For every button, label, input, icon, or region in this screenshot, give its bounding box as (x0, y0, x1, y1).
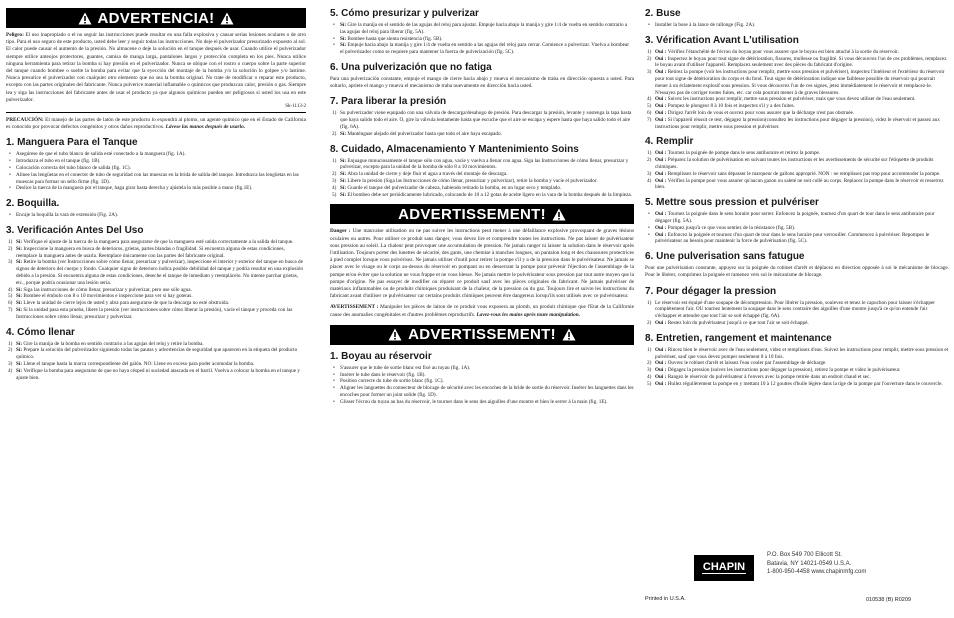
list-item (645, 178, 949, 192)
list-item (645, 157, 949, 171)
list-item-keyword: Sí: (16, 340, 24, 347)
list-item-number: 1) (647, 346, 652, 353)
list-item-keyword: Oui : (655, 55, 668, 62)
list-item-number: 5) (332, 191, 337, 198)
list-item-number: 6) (647, 109, 652, 116)
list-item-text: Verifique la bomba para asegurarse de que no haya césped ni suciedad atascada en el barril. Vuelva a colocar la bomba en el tanque y ajuste bien. (16, 367, 300, 381)
list-item-text: S'assurer que le tube de sortie blanc est fixé au tuyau (fig. 1A). (340, 364, 471, 371)
section-title: 2. Boquilla. (6, 198, 60, 210)
list-item (6, 185, 306, 192)
column-spanish (6, 8, 306, 381)
list-item-keyword: Oui : (655, 116, 668, 123)
list-item (6, 239, 306, 246)
list-item-text: Insérer le tube dans le réservoir (fig. 1B). (340, 371, 426, 378)
list-item-number: 2) (8, 245, 13, 252)
list-item-keyword: Sí: (16, 239, 24, 246)
list-item-text: Gire la manija de la bomba en sentido contrario a las agujas del reloj y retire la bomba. (23, 340, 204, 347)
numbered-list (645, 150, 949, 191)
section-paragraph: Para una pulverización constante, empuje el mango de cierre hacia abajo y mueva el mecanismo de traba en dirección opuesta a usted. Para soltarlo, apriete el mango y mueva el mecanismo de traba nuevamente en dirección hacia usted. (330, 75, 634, 90)
list-item-text: Deslice la tuerca de la manguera por el tanque, haga girar hasta derecha y ajústela lo más posible a mano (fig.1E). (16, 185, 253, 192)
list-item-text: Manténgase alejado del pulverizador hasta que todo el aire haya escapado. (347, 130, 502, 137)
list-item-text: Huilez régulièrement la pompe en y mettant 10 à 12 gouttes d'huile légère dans la tige de la pompe par l'ouverture dans le couvercle. (667, 380, 943, 387)
list-item-text: Préparez la solution de pulvérisation en suivant toutes les instructions et les avertissements de sécurité sur l'étiquette de produits chimiques. (655, 157, 934, 170)
list-item (645, 381, 949, 388)
list-item-text: Rangez le réservoir du pulvérisateur à l'envers avec la pompe retirée dans un endroit chaud et sec. (667, 373, 871, 380)
list-item-text: Le réservoir est équipé d'une soupape de décompression. Pour libérer la pression, soulevez et tenez le capuchon pour laisser s'échapper complètement l'air. OU tournez lentement la soupape dans le sens contraire des aiguilles d'une montre jusqu'à ce qu'on entende l'air s'échapper et attendre que tout l'air se soit échappé (fig. 6A). (655, 299, 936, 320)
list-item (645, 171, 949, 178)
list-item-number: 1) (8, 239, 13, 246)
list-item-keyword: Sí: (16, 306, 24, 313)
section-title: 1. Manguera Para el Tanque (6, 137, 138, 149)
list-item-number: 2) (647, 55, 652, 62)
list-item-text: Si la unidad pasa esta prueba, libere la presión (ver instrucciones sobre cómo liberar la presión), vacíe el tanque y proceda con las Instrucciones sobre cómo llenar, presurizar y pulverizar. (16, 306, 293, 320)
section-title: 6. Una pulverización que no fatiga (330, 61, 492, 73)
list-item-text: Vérifiez l'étanchéité de l'écrou du boyau pour vous assurer que le boyau est bien attaché à la sortie du réservoir. (667, 48, 899, 55)
list-item (330, 36, 634, 43)
section-title: 5. Cómo presurizar y pulverizar (330, 8, 479, 19)
list-item-text: Gire la manija en el sentido de las agujas del reloj para ajustar. Empuje hacia abajo la manija y gire 1/4 de vuelta en sentido contrario a las agujas del reloj para liberar (fig. 5A). (340, 22, 628, 35)
list-item (645, 49, 949, 56)
list-item (330, 22, 634, 36)
list-item (645, 320, 949, 327)
list-item-text: Pompez le plongeur 8 à 10 fois et inspectez s'il y a des fuites. (667, 103, 795, 110)
list-item-text: Suivez les instructions pour remplir, mettre sous pression et pulvériser, mais que vous devez utiliser de l'eau seulement. (667, 96, 916, 103)
list-item-keyword: Oui : (655, 373, 668, 380)
list-item-text: Verifique el ajuste de la tuerca de la manguera para asegurarse de que la manguera esté unida correctamente a la salida del tanque. (23, 239, 294, 246)
section-title: 8. Cuidado, Almacenamiento Y Mantenimiento Soins (330, 143, 579, 155)
list-item-keyword: Sí: (340, 130, 348, 137)
list-item-keyword: Oui : (655, 224, 668, 231)
list-item-number: 4) (647, 96, 652, 103)
list-item-text: Aligner les languettes du connecteur de blocage de sécurité avec les encoches de la bride de sortie du réservoir. Insérer les languettes dans les encoches pour former un joint solide (fig. 1D). (340, 385, 634, 398)
list-item-text: Si l'appareil réussit ce test, dégagez la pression(consultez les instructions pour dégager la pression), videz le réservoir et passez aux instructions pour remplir, mettre sous pression et pulvériser. (655, 116, 940, 130)
list-item-number: 3) (647, 170, 652, 177)
list-item-text: Remplissez le réservoir sans dépasser le marqueur de gallons approprié. NON : ne remplissez pas trop pour accommoder la pompe. (667, 170, 941, 177)
list-item (6, 307, 306, 321)
list-item (645, 300, 949, 320)
list-item (6, 347, 306, 361)
list-item-text: Bombee hasta que sienta resistencia (fig. 5B). (347, 35, 443, 42)
list-item-keyword: Oui : (655, 170, 668, 177)
bullet-list (645, 211, 949, 245)
printed-in: Printed in U.S.A. (645, 596, 686, 602)
column-french (645, 8, 949, 388)
list-item-keyword: Oui : (655, 380, 668, 387)
list-item-number: 1) (332, 157, 337, 164)
avertissement-paragraph: AVERTISSEMENT : Manipuler les pièces de laiton de ce produit vous exposera au plomb, un produit chimique que l'Etat de la Californie cause des anomalies congénitales et d'autres problèmes reproductifs. Lavez-vous les mains après toute manipulation. (330, 304, 635, 318)
section-title: 7. Pour dégager la pression (645, 285, 777, 297)
list-item-number: 1) (8, 340, 13, 347)
list-item-number: 1) (647, 48, 652, 55)
list-item (6, 165, 306, 172)
contact-block (767, 551, 866, 577)
contact-line: 1-800-950-4458 www.chapinmfg.com (767, 569, 867, 575)
list-item-number: 3) (8, 259, 13, 266)
list-item (330, 158, 634, 172)
list-item (645, 211, 949, 225)
list-item-text: Retirez la pompe (voir les instructions pour remplir, mettre sous pression et pulvériser), inspectez l'intérieur et l'extérieur du réservoir pour tout signe de détérioration du corps et du fond. Tout signe de détérioration indique une faiblesse possible du réservoir qui pourrait mener à un éclatement explosif sous pression. Si vous découvrez l'un de ces signes, jetez immédiatement le réservoir et remplacez-le. N'essayez pas de corriger toutes fuites, etc. car cela pourrait mener à de graves blessures. (655, 69, 945, 96)
warning-triangle-icon (220, 12, 234, 25)
list-item-keyword: Sí: (340, 22, 348, 28)
list-item-keyword: Sí: (16, 259, 24, 266)
list-item-text: Enjuague minuciosamente el tanque sólo con agua, vacíe y vuelva a llenar con agua. Siga las Instrucciones de cómo llenar, presurizar y pulverizar, excepto para la unidad de la bomba de sólo 8 a 10 movimientos. (340, 157, 629, 171)
list-item (645, 56, 949, 70)
list-item-number: 3) (647, 367, 652, 374)
warning-banner-fr (330, 204, 634, 224)
list-item-number: 7) (8, 306, 13, 313)
list-item-number: 1) (332, 110, 337, 117)
list-item (645, 110, 949, 117)
warning-triangle-icon (552, 208, 566, 221)
list-item-number: 2) (332, 130, 337, 137)
list-item-keyword: Oui : (655, 177, 668, 184)
list-item (645, 232, 949, 246)
section-title: 3. Verificación Antes Del Uso (6, 225, 144, 237)
list-item-number: 2) (647, 319, 652, 326)
list-item-text: Tournez la poignée de pompe dans le sens antihoraire et retirez la pompe. (667, 150, 821, 157)
column-mixed (330, 8, 634, 406)
list-item (330, 178, 634, 185)
list-item (330, 365, 634, 372)
warning-banner-es (6, 8, 306, 28)
list-item (6, 300, 306, 307)
list-item (330, 171, 634, 178)
list-item-number: 7) (647, 116, 652, 123)
list-item (645, 103, 949, 110)
list-item (330, 131, 634, 138)
section-title: 3. Vérification Avant L'utilisation (645, 34, 799, 46)
warning-triangle-icon (78, 12, 92, 25)
part-number: 010538 (B) R0209 (866, 597, 911, 603)
list-item-keyword: Sí: (340, 177, 348, 184)
list-item-keyword: Oui : (655, 231, 668, 238)
list-item-number: 1) (647, 299, 652, 306)
list-item (330, 378, 634, 385)
warning-title: ADVERTISSEMENT! (398, 205, 546, 223)
list-item-number: 4) (332, 184, 337, 191)
list-item-keyword: Oui : (655, 346, 668, 353)
numbered-list (645, 347, 949, 388)
list-item-keyword: Oui : (655, 157, 668, 164)
list-item (330, 192, 634, 199)
list-item-text: El bombeo debe ser periódicamente lubricado, colocando de 10 a 12 gotas de aceite ligero en la vara de la bomba después de la limpieza. (347, 191, 632, 198)
list-item-text: Guarde el tanque del pulverizador de cabeza, habiendo retirado la bomba, en un lugar seco y templado. (347, 184, 562, 191)
list-item-number: 3) (8, 360, 13, 367)
section-title: 5. Mettre sous pression et pulvériser (645, 197, 819, 209)
list-item-number: 2) (647, 157, 652, 164)
danger-paragraph: Danger : Une mauvaise utilisation ou ne pas suivre les instructions peut mener à une défaillance explosive provoquant de graves lésions oculaires ou autres. Pour utiliser ce produit sans danger, vous devez lire et comprendre toutes les instructions. Ne pas laisser de pulvérisateur sous pression au soleil. La chaleur peut provoquer une accumulation de pression. Ne jamais ranger ni laisser la solution dans le réservoir après l'utilisation. Toujours porter des lunettes de sécurité, des gants, une chemise à manches longues, un pantalon long et des chaussures protectrices à pied complet lorsque vous pulvérisez. Ne jamais utiliser d'outil pour retirer la pompe s'il y a de la pression dans le pulvérisateur. Ne jamais se placer avec le visage ou le corps au-dessus du réservoir en pompant ou en desserrant la pompe pour prévenir l'éjection de l'assemblage de la pompe et/ou éviter que la solution ne vous frappe et ne vous blesse. Ne jamais mettre le pulvérisateur sous pression par tout autre moyen que la pompe d'origine. Ne pas essayer de modifier ou réparer ce produit sauf avec les pièces originales du fabricant. Ne jamais pulvériser de matériaux inflammables ou de produits chimiques produisant de la chaleur, de la pression ou du gaz. Toujours lire et suivre les instructions du fabricant avant d'utiliser ce pulvérisateur car certains produits chimiques peuvent être dangereux lorsqu'ils sont utilisés avec ce pulvérisateur. (330, 228, 634, 300)
list-item (330, 399, 634, 406)
contact-line: P.O. Box 549 700 Ellicott St. (767, 552, 842, 558)
list-item-keyword: Sí: (16, 360, 24, 367)
list-item-text: Abra la unidad de cierre y deje fluir el agua a través del montaje de descarga. (347, 171, 508, 178)
list-item-text: Introduzca el tubo en el tanque (fig. 1B). (16, 158, 101, 165)
bullet-list (330, 22, 634, 56)
contact-line: Batavia, NY 14021-0549 U.S.A. (767, 560, 852, 567)
list-item-number: 4) (647, 177, 652, 184)
bullet-list (330, 365, 634, 406)
section-title: 8. Entretien, rangement et maintenance (645, 332, 832, 344)
list-item-keyword: Oui : (655, 96, 668, 103)
list-item-text: Ouvrez le robinet d'arrêt et laissez l'eau couler par l'assemblage de décharge. (667, 360, 827, 367)
list-item-keyword: Sí: (340, 35, 348, 42)
list-item-text: Empuje hacia abajo la manija y gire 1/4 de vuelta en sentido a las agujas del reloj para cerrar. Comience a pulverizar. Vuelva a bombear el pulverizador como se requiere para mantener la fuerza de pulverización (fig. 5C). (340, 42, 629, 56)
list-item-number: 4) (8, 367, 13, 374)
list-item-text: Glisser l'écrou du tuyau au bas du réservoir, le tourner dans le sens des aiguilles d'une montre et bien le serrer à la main (fig. 1E). (340, 398, 608, 405)
list-item-text: Restez loin du pulvérisateur jusqu'à ce que tout l'air se soit échappé. (667, 319, 809, 326)
list-item (6, 172, 306, 186)
list-item (6, 341, 306, 348)
numbered-list (645, 49, 949, 131)
list-item-number: 5) (647, 103, 652, 110)
list-item-keyword: Oui : (655, 48, 668, 55)
list-item (645, 117, 949, 131)
numbered-list (6, 239, 306, 321)
logo-text: CHAPIN (702, 561, 746, 573)
list-item-text: Tournez la poignée dans le sens horaire pour serrer. Enfoncez la poignée, tournez d'un quart de tour dans le sens antihoraire pour dégager (fig. 5A). (655, 211, 935, 224)
list-item-keyword: Sí: (340, 157, 348, 164)
numbered-list (6, 341, 306, 382)
list-item (645, 22, 949, 29)
list-item-number: 6) (8, 300, 13, 307)
list-item-text: Enfoncez la poignée et tournez d'un quart de tour dans le sens horaire pour verrouiller. Commencez à pulvériser. Repompez le pulvérisateur au besoin pour maintenir la force de pulvérisation (fig. 5C). (655, 231, 930, 245)
list-item-text: Retire la bomba (ver Instrucciones sobre cómo llenar, presurizar y pulverizar), inspeccione el interior y exterior del tanque en busca de signos de deterioro del cuerpo y fondo. Cualquier signo de deterioro indica posible debilidad del tanque y podría resultar en una explosión debido a la presión. Si encuentra alguna de estas condiciones, deseche el tanque de inmediato y reemplácelo. No intente parchar grietas, etc., porque podría ocasionar una lesión seria. (16, 259, 303, 286)
list-item-keyword: Oui : (655, 150, 668, 157)
list-item-number: 4) (8, 286, 13, 293)
list-item-text: Prepare la solución del pulverizador siguiendo todas las pautas y advertencias de seguridad que aparecen en la etiqueta del producto químico. (16, 347, 298, 361)
list-item-text: Alinee las lengüetas en el conector de tubo de seguridad con las muescas en la brida de salida del tanque. Introduzca las lengüetas en las muescas para formar un sello firme (fig. 1D). (16, 171, 299, 185)
list-item-keyword: Sí: (340, 184, 348, 191)
list-item-text: Siga las instrucciones de cómo llenar, presurizar y pulverizar, pero use sólo agua. (23, 286, 192, 293)
list-item-keyword: Oui : (655, 367, 668, 374)
list-item (6, 212, 306, 219)
list-item (645, 367, 949, 374)
list-item (6, 259, 306, 286)
list-item-keyword: Oui : (655, 211, 668, 218)
list-item-text: Position correcte du tube de sortie blanc (fig. 1C). (340, 378, 444, 385)
list-item-keyword: Oui : (655, 360, 668, 367)
list-item-number: 5) (8, 293, 13, 300)
list-item (330, 385, 634, 399)
warning-triangle-icon (388, 328, 402, 341)
list-item-number: 2) (332, 171, 337, 178)
list-item-number: 2) (8, 347, 13, 354)
list-item-keyword: Sí: (16, 286, 24, 293)
section-title: 7. Para liberar la presión (330, 96, 447, 108)
list-item (6, 368, 306, 382)
bullet-list (645, 22, 949, 29)
list-item-text: Colocación correcta del tubo blanco de salida (fig. 1C). (16, 165, 131, 172)
list-item-text: Pompez jusqu'à ce que vous sentiez de la résistance (fig. 5B). (667, 224, 796, 231)
warning-paragraph: Peligro: El uso inapropiado o el no seguir las instrucciones puede resultar en una falla explosiva y causar serias lesiones oculares o de otro tipo. Para el uso seguro de este producto, usted debe leer y seguir todas las instrucciones. No deje el pulverizador presurizado expuesto al sol. El calor puede causar el aumento de la presión. No almacene o deje la solución en el tanque después de usar. Cuando utilice el pulverizador siempre utilice anteojos protectores, guantes, camisa de manga larga, pantalones largos y protección completa en los pies. Nunca utilice ninguna herramienta para retirar la bomba si hay presión en el pulverizador. Nunca se ubique con el rostro o cuerpo sobre la parte superior del tanque cuando bombee o suelte la bomba para evitar que la eyección del montaje de la bomba y/o la solución lo golpee y/o lastime. Nunca presurice el pulverizador con cualquier otro elemento que no sea la bomba original. No trate de modificar o reparar este producto, excepto con las partes originales del fabricante. Nunca pulverice material inflamable o químicos que produzcan calor, presión o gas. Siempre lea y siga las instrucciones del fabricante antes de usar el producto ya que algunos químicos pueden ser peligrosos si usted los usa en este pulverizador. (6, 32, 306, 103)
section-title: 1. Boyau au réservoir (330, 350, 432, 362)
list-item-text: Llene el tanque hasta la marca correspondiente del galón. NO: Llene en exceso para poder acomodar la bomba. (23, 360, 255, 367)
list-item-text: Encaje la boquilla la vara de extensión (Fig. 2A). (16, 212, 118, 219)
list-item-number: 4) (647, 373, 652, 380)
section-title: 4. Cómo llenar (6, 326, 75, 338)
list-item (645, 374, 949, 381)
list-item-text: Libere la presión (Siga las Instrucciones de cómo llenar, presurizar y pulverizar), retire la bomba y vacíe el pulverizador. (347, 177, 598, 184)
list-item (6, 293, 306, 300)
list-item-text: Lleve la unidad de cierre lejos de usted y abra para asegurarse de que la descarga no esté obstruida. (23, 300, 230, 307)
list-item-text: Su pulverizador viene equipado con una válvula de descarga/desahogo de presión. Para descargar la presión, levante y sostenga la tapa hasta que haya salido todo el aire. O, gire la válvula lentamente hasta que escuche que el aire se escapa y espere hasta que haya salido todo el aire (fig. 6A). (340, 110, 632, 130)
list-item (6, 246, 306, 260)
list-item-text: Inspeccione la manguera en busca de deterioros, grietas, partes blandas o fragilidad. Si encuentra alguna de estas condiciones, reemplace la manguera antes de usarla. Reemplace únicamente con las partes del fabricante original. (16, 245, 285, 259)
list-item-text: Inspectez le boyau pour tout signe de détérioration, fissures, mollesse ou fragilité. Si vous découvrez l'un de ces problèmes, remplacez le boyau avant d'utiliser l'appareil. Remplacez seulement avec des pièces du fabricant d'origine. (655, 55, 947, 69)
list-item-keyword: Sí: (340, 42, 348, 49)
warning-ref: Sk-1113-2 (285, 104, 306, 110)
bullet-list (6, 212, 306, 219)
section-title: 4. Remplir (645, 136, 694, 148)
numbered-list (645, 300, 949, 327)
list-item-text: Vérifiez la pompe pour vous assurer qu'aucun gazon ou saleté ne soit collé au corps. Replacez la pompe dans le réservoir et resserrez bien. (655, 177, 944, 191)
list-item-text: Dégagez la pression (suivez les instructions pour dégager la pression), retirez la pompe et videz le pulvérisateur. (667, 367, 901, 374)
divider (6, 112, 306, 113)
numbered-list (330, 110, 634, 137)
list-item-text: Installer la buse à la lance de rallonge (Fig. 2A). (655, 22, 756, 28)
bullet-list (6, 151, 306, 192)
list-item (645, 347, 949, 361)
list-item-keyword: Sí: (16, 367, 24, 374)
list-item-number: 3) (332, 177, 337, 184)
warning-title: ADVERTENCIA! (97, 9, 215, 27)
list-item (6, 158, 306, 165)
list-item-keyword: Oui : (655, 109, 668, 116)
list-item (6, 287, 306, 294)
list-item (645, 150, 949, 157)
section-title: 6. Une pulverisation sans fatugue (645, 251, 805, 263)
numbered-list (330, 158, 634, 199)
list-item-keyword: Sí: (340, 171, 348, 178)
list-item-keyword: Oui : (655, 103, 668, 110)
list-item-number: 3) (647, 69, 652, 76)
list-item (6, 361, 306, 368)
list-item-keyword: Oui : (655, 69, 668, 76)
list-item-number: 2) (647, 360, 652, 367)
list-item (645, 69, 949, 96)
list-item-keyword: Sí: (16, 245, 24, 252)
list-item (645, 225, 949, 232)
section-title: 2. Buse (645, 8, 681, 19)
list-item-keyword: Sí: (16, 293, 24, 300)
list-item-text: Dirigez l'arrêt loin de vous et ouvrez pour vous assurer que la décharge n'est pas obstruée. (667, 109, 855, 116)
list-item-keyword: Sí: (340, 191, 348, 198)
list-item-text: Bombee el émbolo con 8 o 10 movimientos e inspeccione para ver si hay goteras. (23, 293, 193, 300)
section-paragraph: Pour une pulvérisation constante, appuyez sur la poignée du robinet d'arrêt et déplacez en direction opposée à soi le mécanisme de blocage. Pour le libérer, comprimez la poignée et ramenez vers soi le mécanisme de blocage. (645, 265, 949, 279)
warning-triangle-icon (562, 328, 576, 341)
list-item-number: 5) (647, 380, 652, 387)
warning-banner-fr-2 (330, 325, 634, 345)
list-item-text: Asegúrese de que el tubo blanco de salida esté conectado a la manguera (fig. 1A). (16, 151, 186, 158)
precaution-paragraph: PRECAUCIÓN: El manejo de las partes de latón de este producto lo expondrá al plomo, un agente químico que en el Estado de California es conocido por provocar defectos congénitos y otros daños reproductivos. Lávese las manos después de usarlo. (6, 117, 306, 131)
list-item-number: 1) (647, 150, 652, 157)
list-item (330, 42, 634, 56)
chapin-logo (694, 553, 754, 583)
list-item (330, 185, 634, 192)
list-item-text: Rincez bien le réservoir avec de l'eau seulement, videz et remplissez d'eau. Suivez les instructions pour remplir, mettre sous pression et pulvériser, sauf que vous devez pomper seulement 8 à 10 fois. (655, 346, 949, 360)
warning-title: ADVERTISSEMENT! (408, 326, 556, 344)
list-item-keyword: Oui : (655, 319, 668, 326)
list-item-keyword: Sí: (16, 347, 24, 354)
list-item (330, 110, 634, 130)
list-item-keyword: Sí: (16, 300, 24, 307)
